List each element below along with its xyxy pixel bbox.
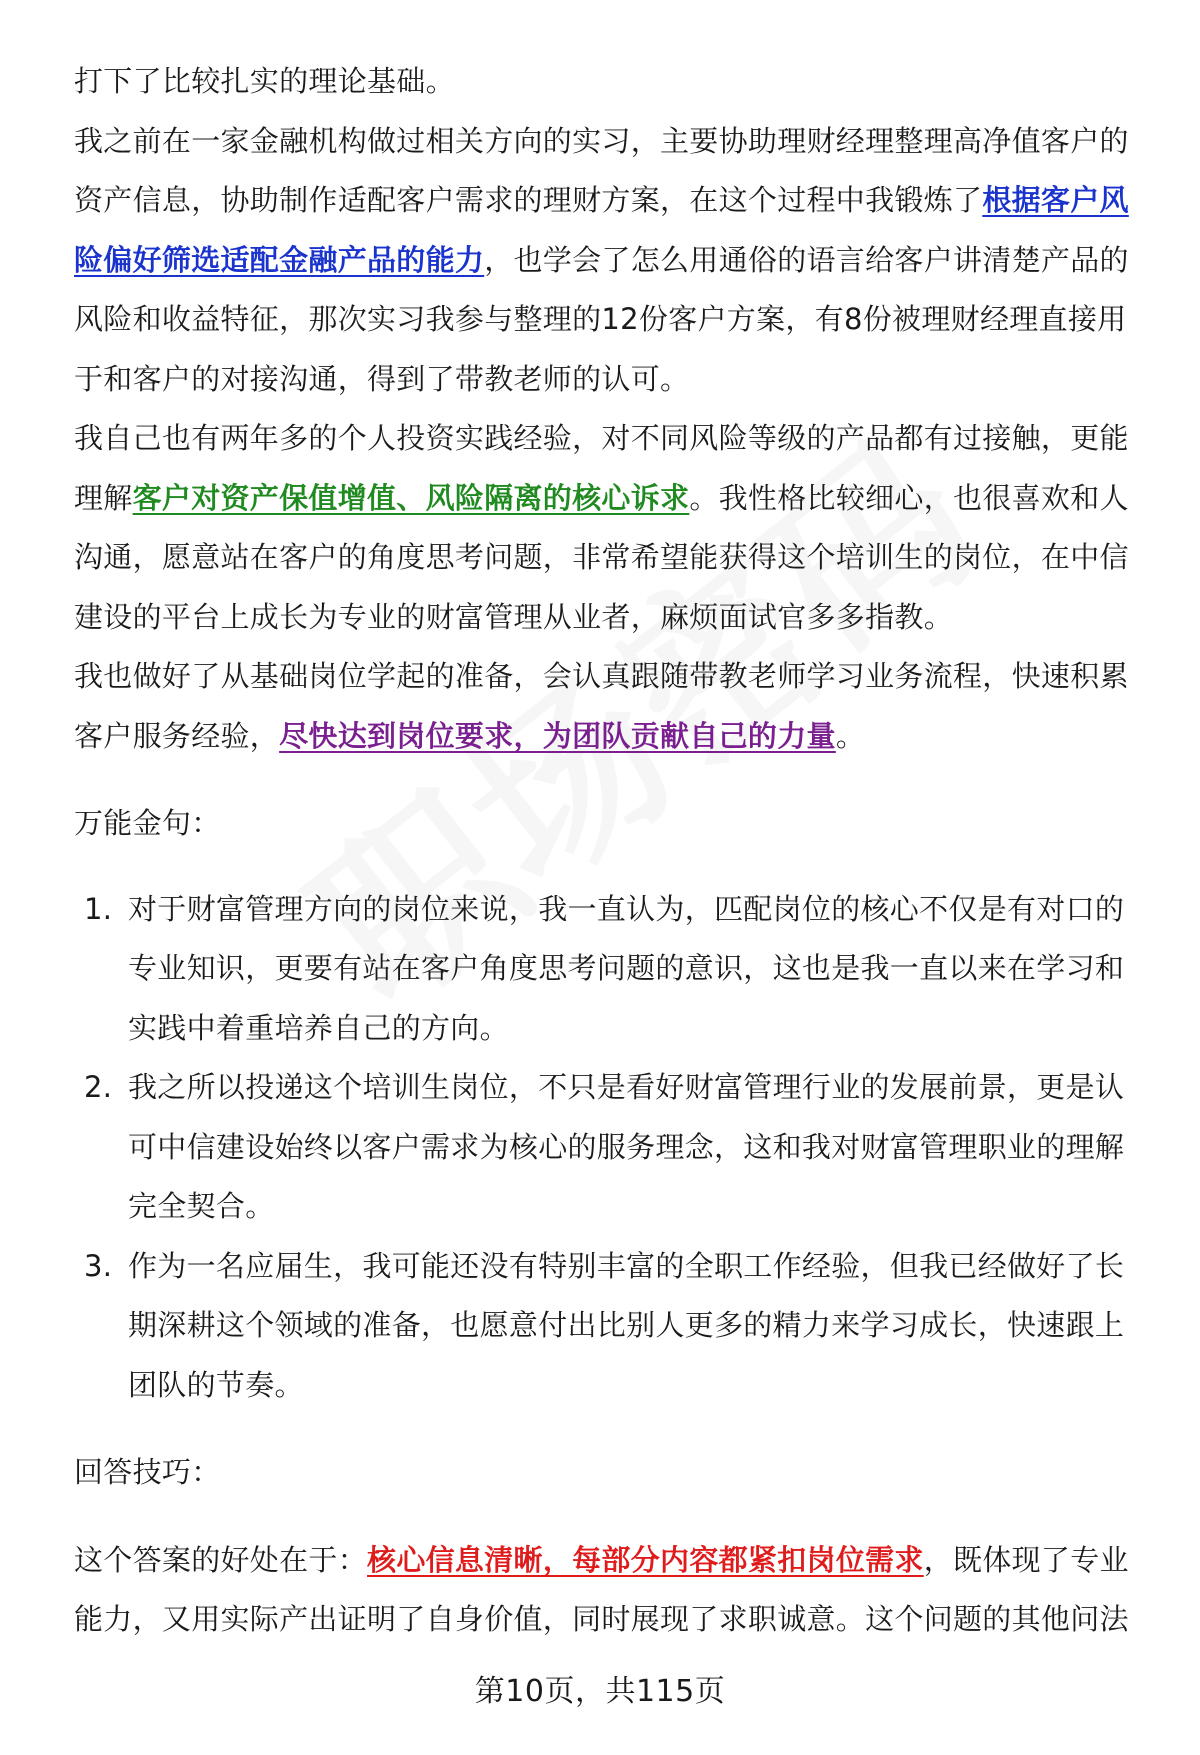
highlight-contribution: 尽快达到岗位要求，为团队贡献自己的力量 xyxy=(279,718,836,753)
list-item-text: 对于财富管理方向的岗位来说，我一直认为，匹配岗位的核心不仅是有对口的专业知识，更要有站在客户角度思考问题的意识，这也是我一直以来在学习和实践中着重培养自己的方向。 xyxy=(128,891,1125,1045)
paragraph-text: 我自己也有两年多的个人投资实践经验，对不同风险等级的产品都有过接触，更能理解 xyxy=(74,421,1129,515)
list-item-text: 作为一名应届生，我可能还没有特别丰富的全职工作经验，但我已经做好了长期深耕这个领域的准备，也愿意付出比别人更多的精力来学习成长，快速跟上团队的节奏。 xyxy=(128,1248,1125,1402)
list-item xyxy=(74,1237,1144,1416)
list-item-number: 1. xyxy=(84,891,113,926)
paragraph-text: 这个答案的好处在于： xyxy=(74,1542,368,1577)
paragraph-text: 。 xyxy=(835,718,866,753)
list-item-number: 2. xyxy=(84,1070,113,1104)
list-item-text: 我之所以投递这个培训生岗位，不只是看好财富管理行业的发展前景，更是认可中信建设始终以客户需求为核心的服务理念，这和我对财富管理职业的理解完全契合。 xyxy=(128,1070,1125,1223)
paragraph-text: ，也学会了怎么用通俗的语言给客户讲清楚产品的风险和收益特征，那次实习我参与整理的12份客户方案，有8份被理财经理直接用于和客户的对接沟通，得到了带教老师的认可。 xyxy=(74,242,1129,396)
list-item xyxy=(74,1058,1144,1237)
page-number: 第10页，共115页 xyxy=(474,1674,726,1709)
paragraph-text: 我之前在一家金融机构做过相关方向的实习，主要协助理财经理整理高净值客户的资产信息，协助制作适配客户需求的理财方案，在这个过程中我锻炼了 xyxy=(74,123,1129,217)
paragraph-text: 。我性格比较细心，也很喜欢和人沟通，愿意站在客户的角度思考问题，非常希望能获得这个培训生的岗位，在中信建设的平台上成长为专业的财富管理从业者，麻烦面试官多多指教。 xyxy=(74,480,1129,634)
list-item xyxy=(74,880,1144,1059)
paragraph-investment xyxy=(74,409,1144,647)
highlight-client-needs: 客户对资产保值增值、风险隔离的核心诉求 xyxy=(132,480,690,515)
highlight-core-info: 核心信息清晰，每部分内容都紧扣岗位需求 xyxy=(367,1542,924,1577)
paragraph-intro: 打下了比较扎实的理论基础。 xyxy=(74,64,455,98)
paragraph-internship xyxy=(74,112,1144,410)
quotes-section-title: 万能金句： xyxy=(74,806,221,840)
paragraph-readiness xyxy=(74,647,1144,766)
document-body xyxy=(74,52,1144,1650)
quotes-list xyxy=(74,880,1144,1416)
highlight-skill: 根据客户风险偏好筛选适配金融产品的能力 xyxy=(74,183,1129,277)
paragraph-text: 我也做好了从基础岗位学起的准备，会认真跟随带教老师学习业务流程，快速积累客户服务经验， xyxy=(74,659,1129,753)
list-item-number: 3. xyxy=(84,1248,113,1283)
tips-section-title: 回答技巧： xyxy=(74,1455,221,1489)
paragraph-text: ，既体现了专业能力，又用实际产出证明了自身价值，同时展现了求职诚意。这个问题的其他问法 xyxy=(74,1542,1129,1636)
paragraph-tips xyxy=(74,1531,1144,1650)
